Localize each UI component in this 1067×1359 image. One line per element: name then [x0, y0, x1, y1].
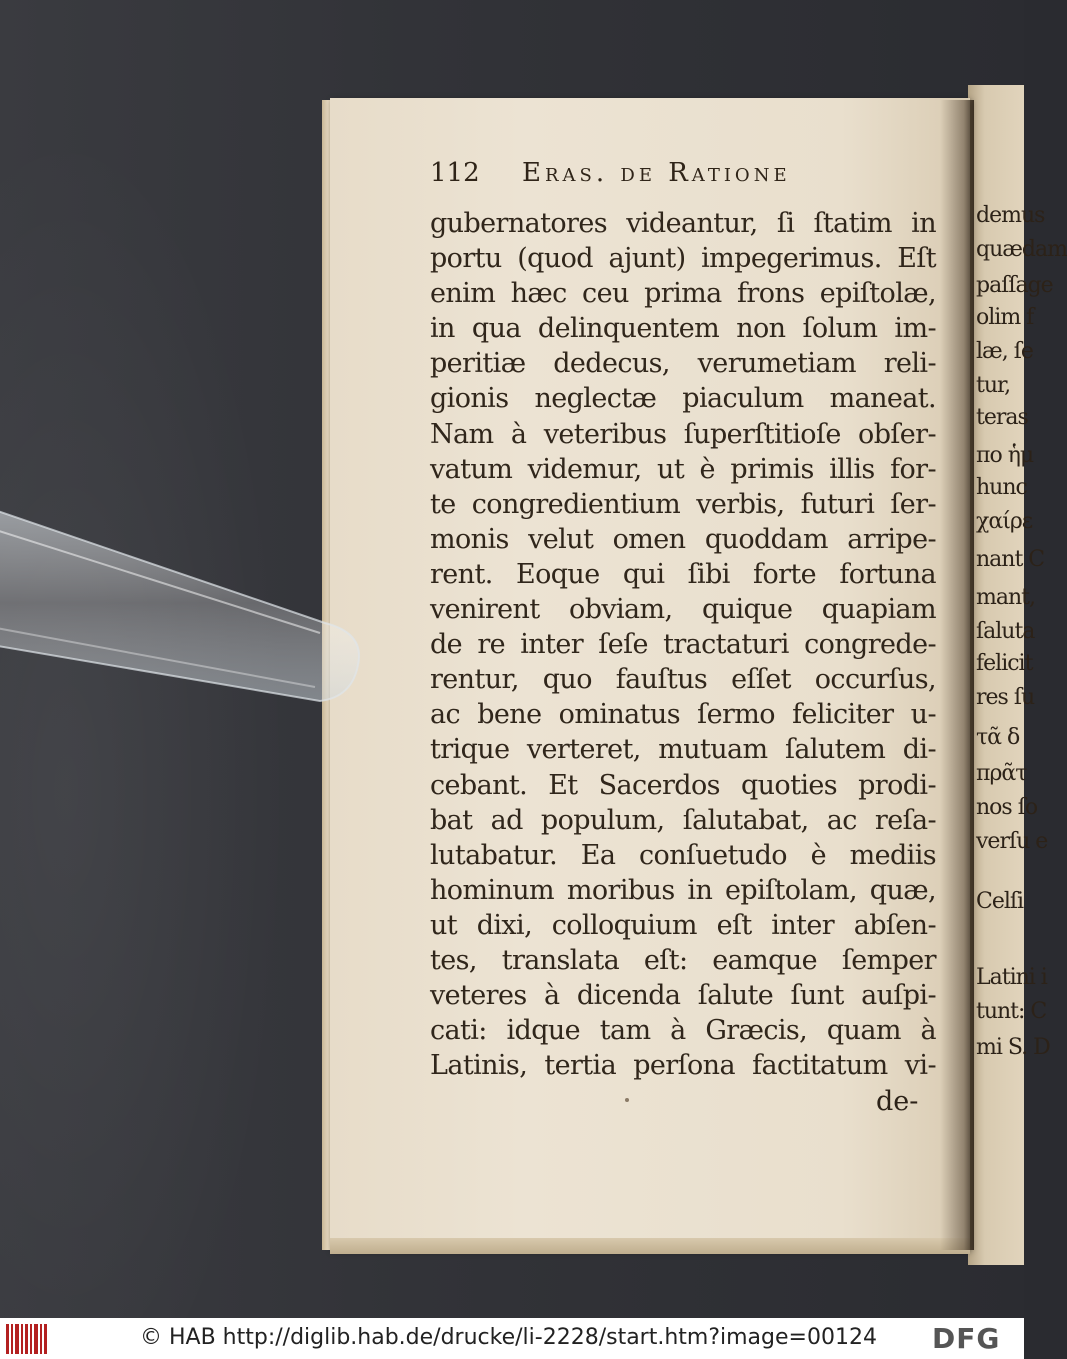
text-line: hominum moribus in epiſtolam, quæ, [430, 874, 936, 906]
text-line: rent. Eoque qui ſibi forte fortuna [430, 558, 936, 590]
text-line: ac bene ominatus ſermo feliciter u- [430, 699, 936, 731]
text-line: peritiæ dedecus, verumetiam reli- [430, 348, 936, 380]
dfg-logo: DFG [932, 1322, 1001, 1355]
catchword: de- [876, 1086, 919, 1117]
next-page-fragment: hunc [976, 475, 1027, 500]
text-line: gionis neglectæ piaculum maneat. [430, 383, 936, 415]
footer-bar [0, 1318, 1024, 1359]
page-holder-strip [0, 505, 370, 725]
next-page-fragment: Celſi [976, 889, 1024, 914]
copyright-credit: © HAB http://diglib.hab.de/drucke/li-2228/start.htm?image=00124 [140, 1325, 877, 1350]
next-page-fragment: ſaluta [976, 619, 1035, 644]
next-page-fragment: demus [976, 203, 1045, 228]
page-bottom-edge [330, 1238, 970, 1254]
next-page-fragment: paſſage [976, 273, 1053, 298]
text-line: cati: idque tam à Græcis, quam à [430, 1015, 936, 1047]
next-page-fragment: tur, [976, 373, 1011, 398]
next-page-fragment: res ſu [976, 685, 1035, 710]
text-line: tes, translata eſt: eamque ſemper [430, 944, 936, 976]
gutter-shadow [940, 100, 974, 1250]
text-line: ut dixi, colloquium eſt inter abſen- [430, 909, 936, 941]
next-page-fragment: teras [976, 405, 1028, 430]
text-line: te congredientium verbis, futuri ſer- [430, 488, 936, 520]
text-line: in qua delinquentem non ſolum im- [430, 313, 936, 345]
next-page-fragment: læ, ſe [976, 339, 1033, 364]
next-page-edge [968, 85, 1067, 1265]
next-page-fragment: tunt: C [976, 999, 1047, 1024]
next-page-fragment: χαίρε [976, 509, 1033, 534]
page-number: 112 [430, 158, 480, 188]
next-page-fragment: quædam [976, 237, 1067, 262]
text-line: enim hæc ceu prima frons epiſtolæ, [430, 278, 936, 310]
text-line: bat ad populum, ſalutabat, ac reſa- [430, 804, 936, 836]
next-page-fragment: τᾶ δ [976, 725, 1020, 750]
running-head: Eras. de Ratione [522, 158, 791, 188]
next-page-fragment: mi S. D [976, 1035, 1050, 1060]
text-line: Nam à veteribus ſuperſtitioſe obſer- [430, 418, 936, 450]
text-line: gubernatores videantur, ſi ſtatim in [430, 208, 936, 239]
text-line: venirent obviam, quique quapiam [430, 594, 936, 626]
next-page-fragment: verſu e [976, 829, 1048, 854]
next-page-fragment: nant C [976, 547, 1045, 572]
text-line: rentur, quo fauſtus eſſet occurſus, [430, 664, 936, 696]
text-line: vatum videmur, ut è primis illis for- [430, 453, 936, 485]
next-page-fragment: mant, [976, 585, 1035, 610]
text-line: cebant. Et Sacerdos quoties prodi- [430, 769, 936, 801]
next-page-fragment: πρᾶτ [976, 761, 1027, 786]
text-line: portu (quod ajunt) impegerimus. Eſt [430, 243, 936, 275]
text-line: lutabatur. Ea conſuetudo è mediis [430, 839, 936, 871]
text-line: veteres à dicenda ſalute ſunt auſpi- [430, 980, 936, 1012]
text-line: trique verteret, mutuam ſalutem di- [430, 734, 936, 766]
page-header [430, 158, 940, 192]
next-page-fragment: olim f [976, 305, 1034, 330]
text-line: de re inter ſeſe tractaturi congrede- [430, 629, 936, 661]
next-page-fragment: felicit [976, 651, 1033, 676]
next-page-fragment: Latini i [976, 965, 1047, 990]
barcode-icon [6, 1324, 48, 1354]
ink-speck [625, 1098, 629, 1102]
next-page-fragment: πο ἡμ [976, 443, 1034, 468]
text-line: Latinis, tertia perſona factitatum vi- [430, 1050, 936, 1082]
text-line: monis velut omen quoddam arripe- [430, 523, 936, 555]
next-page-fragment: nos ſo [976, 795, 1038, 820]
page-text [430, 206, 936, 1083]
